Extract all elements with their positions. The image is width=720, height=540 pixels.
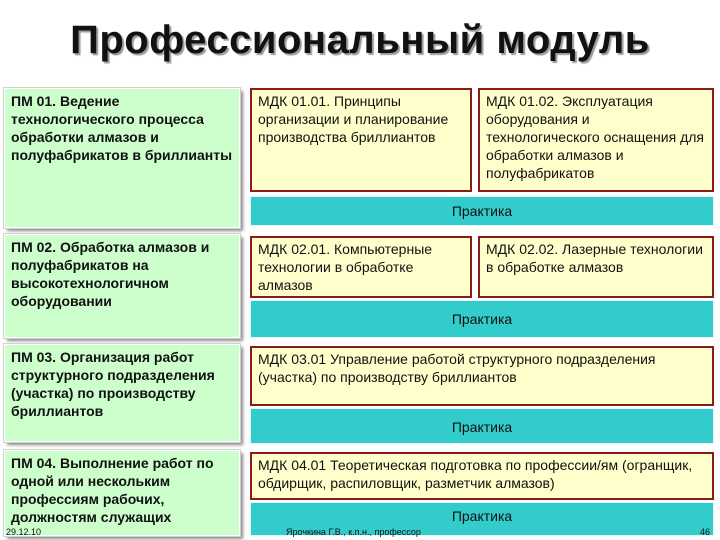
mdk-01-02: МДК 01.02. Эксплуатация оборудования и технологического оснащения для обработки алмазов и полуфабрикатов [478, 88, 714, 192]
mdk-02-02: МДК 02.02. Лазерные технологии в обработке алмазов [478, 236, 714, 298]
module-pm01: ПМ 01. Ведение технологического процесса обработки алмазов и полуфабрикатов в бриллианты [4, 88, 240, 228]
practice-pm01: Практика [250, 196, 714, 226]
mdk-04-01: МДК 04.01 Теоретическая подготовка по профессии/ям (огранщик, обдирщик, распиловщик, разметчик алмазов) [250, 452, 714, 500]
mdk-03-01: МДК 03.01 Управление работой структурного подразделения (участка) по производству бриллиантов [250, 346, 714, 406]
footer-page-number: 46 [700, 527, 711, 537]
practice-pm03: Практика [250, 408, 714, 444]
mdk-02-01: МДК 02.01. Компьютерные технологии в обработке алмазов [250, 236, 472, 298]
page-title: Профессиональный модуль [70, 18, 650, 62]
practice-pm04: Практика [250, 502, 714, 536]
module-pm02: ПМ 02. Обработка алмазов и полуфабрикатов на высокотехнологичном оборудовании [4, 234, 240, 338]
module-pm04: ПМ 04. Выполнение работ по одной или нескольким профессиям рабочих, должностям служащих [4, 450, 240, 536]
practice-pm02: Практика [250, 300, 714, 338]
footer-author: Ярочкина Г.В., к.п.н., профессор [286, 527, 421, 537]
footer-date: 29.12.10 [6, 527, 42, 537]
mdk-01-01: МДК 01.01. Принципы организации и планирование производства бриллиантов [250, 88, 472, 192]
module-pm03: ПМ 03. Организация работ структурного подразделения (участка) по производству бриллиантов [4, 344, 240, 442]
